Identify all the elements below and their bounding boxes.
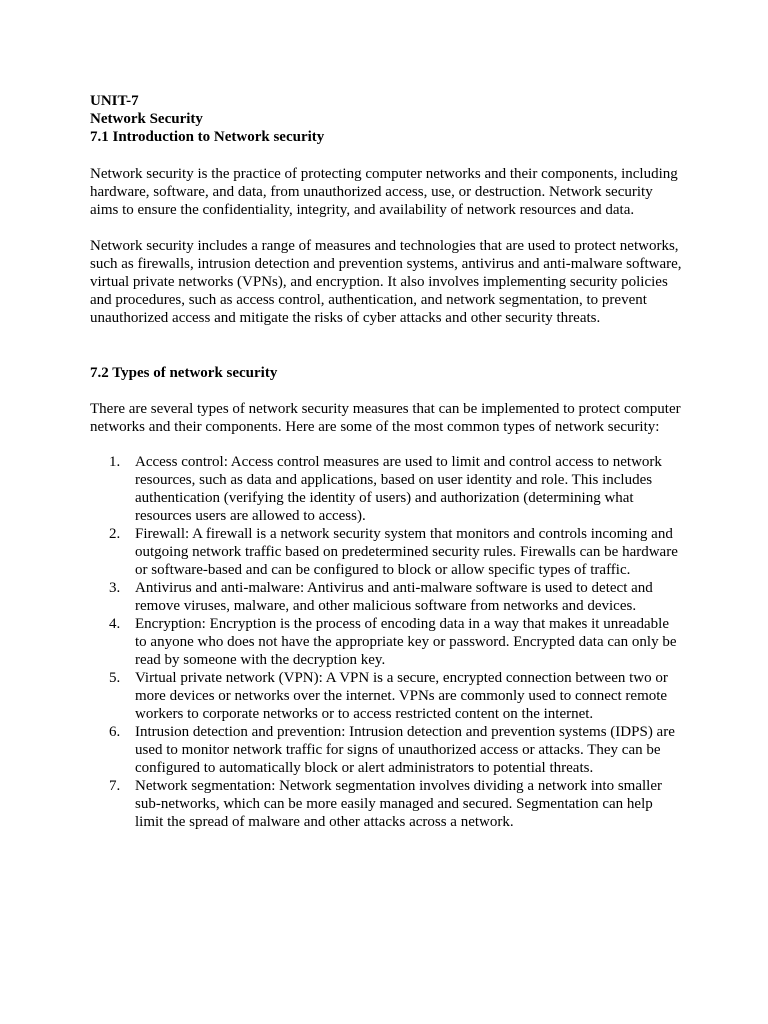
chapter-title: Network Security	[90, 111, 203, 127]
list-item-text: Virtual private network (VPN): A VPN is a secure, encrypted connection between two or more devices or networks over the internet. VPNs are commonly used to connect remote workers to corporate networks or to access restricted content on the internet.	[135, 670, 668, 722]
security-types-list	[90, 453, 682, 831]
list-item	[109, 669, 682, 723]
list-item	[109, 525, 682, 579]
list-item-text: Encryption: Encryption is the process of encoding data in a way that makes it unreadable to anyone who does not have the appropriate key or password. Encrypted data can only be read by someone with the decryption key.	[135, 616, 677, 668]
list-item-text: Firewall: A firewall is a network security system that monitors and controls incoming and outgoing network traffic based on predetermined security rules. Firewalls can be hardware or software-based and can be configured to block or allow specific types of traffic.	[135, 526, 678, 578]
unit-label: UNIT-7	[90, 93, 139, 109]
list-item-text: Network segmentation: Network segmentation involves dividing a network into smaller sub-networks, which can be more easily managed and secured. Segmentation can help limit the spread of malware and other attacks across a network.	[135, 778, 662, 830]
section-1-title: 7.1 Introduction to Network security	[90, 129, 325, 145]
list-item-text: Antivirus and anti-malware: Antivirus and anti-malware software is used to detect and remove viruses, malware, and other malicious software from networks and devices.	[135, 580, 653, 614]
list-item-text: Access control: Access control measures are used to limit and control access to network resources, such as data and applications, based on user identity and role. This includes authentication (verifying the identity of users) and authorization (determining what resources users are allowed to access).	[135, 454, 662, 524]
list-item-number: 2.	[109, 526, 121, 542]
title-block	[90, 92, 682, 146]
section-1-paragraph-2: Network security includes a range of measures and technologies that are used to protect networks, such as firewalls, intrusion detection and prevention systems, antivirus and anti-malware software, virtual private networks (VPNs), and encryption. It also involves implementing security policies and procedures, such as access control, authentication, and network segmentation, to prevent unauthorized access and mitigate the risks of cyber attacks and other security threats.	[90, 238, 682, 326]
list-item	[109, 579, 682, 615]
list-item-number: 7.	[109, 778, 121, 794]
section-1-paragraph-1: Network security is the practice of protecting computer networks and their components, including hardware, software, and data, from unauthorized access, use, or destruction. Network security aims to ensure the confidentiality, integrity, and availability of network resources and data.	[90, 166, 678, 218]
list-item-number: 3.	[109, 580, 121, 596]
section-2-intro: There are several types of network security measures that can be implemented to protect computer networks and their components. Here are some of the most common types of network security:	[90, 401, 681, 435]
list-item-number: 1.	[109, 454, 121, 470]
list-item	[109, 723, 682, 777]
list-item-text: Intrusion detection and prevention: Intrusion detection and prevention systems (IDPS) are used to monitor network traffic for signs of unauthorized access or attacks. They can be configured to automatically block or alert administrators to potential threats.	[135, 724, 675, 776]
list-item	[109, 777, 682, 831]
section-2-title: 7.2 Types of network security	[90, 365, 278, 381]
list-item-number: 4.	[109, 616, 121, 632]
list-item	[109, 615, 682, 669]
list-item-number: 6.	[109, 724, 121, 740]
list-item	[109, 453, 682, 525]
list-item-number: 5.	[109, 670, 121, 686]
